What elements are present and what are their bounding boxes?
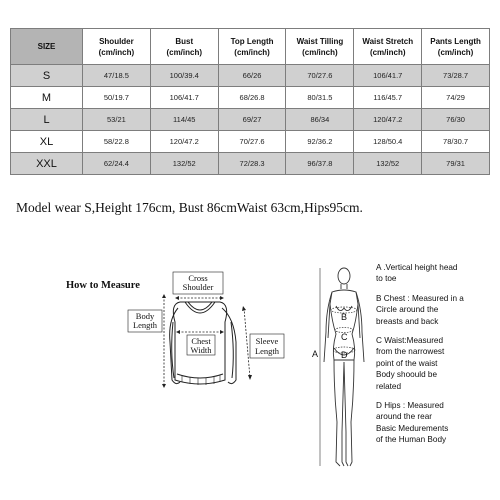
table-row (11, 109, 490, 131)
table-cell: 86/34 (286, 109, 354, 131)
size-cell: M (11, 87, 83, 109)
table-cell: 132/52 (354, 153, 422, 175)
table-cell: 74/29 (422, 87, 490, 109)
table-cell: 72/28.3 (218, 153, 286, 175)
table-cell: 47/18.5 (83, 65, 151, 87)
table-cell: 73/28.7 (422, 65, 490, 87)
human-body-outline (324, 268, 364, 466)
table-cell: 92/36.2 (286, 131, 354, 153)
table-cell: 78/30.7 (422, 131, 490, 153)
note-line: C Waist:Measured (376, 336, 444, 346)
table-cell: 53/21 (83, 109, 151, 131)
note-line: point of the waist (376, 358, 438, 368)
note-line: A .Vertical height head (376, 263, 458, 272)
size-cell: XXL (11, 153, 83, 175)
table-cell: 132/52 (150, 153, 218, 175)
arrow-head (175, 296, 179, 300)
sleeve-length-label-2: Length (254, 346, 280, 356)
table-cell: 100/39.4 (150, 65, 218, 87)
header-size: SIZE (11, 29, 83, 65)
arrow-head (220, 330, 224, 334)
header-waist-stretch: Waist Stretch (cm/inch) (354, 29, 422, 65)
sleeve-length-arrow (244, 308, 250, 378)
note-a (376, 262, 498, 285)
chest-width-label: Chest (191, 336, 211, 346)
model-size-note: Model wear S,Height 176cm, Bust 86cmWaist 63cm,Hips95cm. (16, 200, 363, 215)
letter-b: B (341, 312, 348, 322)
size-chart-table (10, 28, 490, 175)
table-header-row (11, 29, 490, 65)
note-line: Basic Medurements (376, 423, 449, 433)
arrow-head (248, 375, 252, 380)
table-cell: 114/45 (150, 109, 218, 131)
table-cell: 80/31.5 (286, 87, 354, 109)
table-cell: 69/27 (218, 109, 286, 131)
table-cell: 76/30 (422, 109, 490, 131)
table-cell: 106/41.7 (354, 65, 422, 87)
measurement-notes (376, 262, 498, 450)
note-line: related (376, 381, 402, 391)
note-line: to toe (376, 274, 397, 284)
note-line: from the narrowest (376, 347, 445, 357)
table-row (11, 87, 490, 109)
note-line: B Chest : Measured in a (376, 293, 464, 303)
sleeve-length-label: Sleeve (255, 336, 279, 346)
size-cell: XL (11, 131, 83, 153)
table-cell: 50/19.7 (83, 87, 151, 109)
body-measurement-figure (306, 262, 376, 482)
header-top-length: Top Length (cm/inch) (218, 29, 286, 65)
note-line: breasts and back (376, 316, 439, 326)
table-cell: 58/22.8 (83, 131, 151, 153)
table-row (11, 131, 490, 153)
how-to-measure-diagram (60, 262, 300, 442)
table-cell: 120/47.2 (150, 131, 218, 153)
note-d (376, 400, 498, 446)
table-cell: 116/45.7 (354, 87, 422, 109)
cross-shoulder-label: Cross (188, 273, 208, 283)
note-line: D Hips : Measured (376, 401, 444, 411)
body-length-label: Body (135, 311, 155, 321)
letter-c: C (341, 332, 348, 342)
table-row (11, 65, 490, 87)
letter-d: D (341, 350, 348, 360)
note-c (376, 335, 498, 392)
table-cell: 62/24.4 (83, 153, 151, 175)
table-cell: 106/41.7 (150, 87, 218, 109)
note-line: Circle around the (376, 305, 439, 315)
table-cell: 96/37.8 (286, 153, 354, 175)
header-shoulder: Shoulder (cm/inch) (83, 29, 151, 65)
table-cell: 128/50.4 (354, 131, 422, 153)
chest-width-label-2: Width (190, 345, 212, 355)
header-waist-tilling: Waist Tilling (cm/inch) (286, 29, 354, 65)
cross-shoulder-label-2: Shoulder (182, 282, 214, 292)
table-row (11, 153, 490, 175)
note-line: around the rear (376, 412, 432, 422)
table-cell: 70/27.6 (218, 131, 286, 153)
arrow-head (162, 384, 166, 388)
table-cell: 120/47.2 (354, 109, 422, 131)
size-cell: L (11, 109, 83, 131)
how-to-measure-title: How to Measure (66, 280, 140, 291)
header-pants-length: Pants Length (cm/inch) (422, 29, 490, 65)
arrow-head (162, 294, 166, 298)
note-b (376, 293, 498, 327)
table-cell: 70/27.6 (286, 65, 354, 87)
arrow-head (242, 306, 246, 311)
header-bust: Bust (cm/inch) (150, 29, 218, 65)
body-length-label-2: Length (132, 320, 158, 330)
size-cell: S (11, 65, 83, 87)
arrow-head (220, 296, 224, 300)
table-cell: 79/31 (422, 153, 490, 175)
table-cell: 68/26.8 (218, 87, 286, 109)
table-cell: 66/26 (218, 65, 286, 87)
note-line: of the Human Body (376, 435, 447, 445)
letter-a: A (312, 349, 319, 359)
arrow-head (176, 330, 180, 334)
note-line: Body shoould be (376, 370, 437, 380)
